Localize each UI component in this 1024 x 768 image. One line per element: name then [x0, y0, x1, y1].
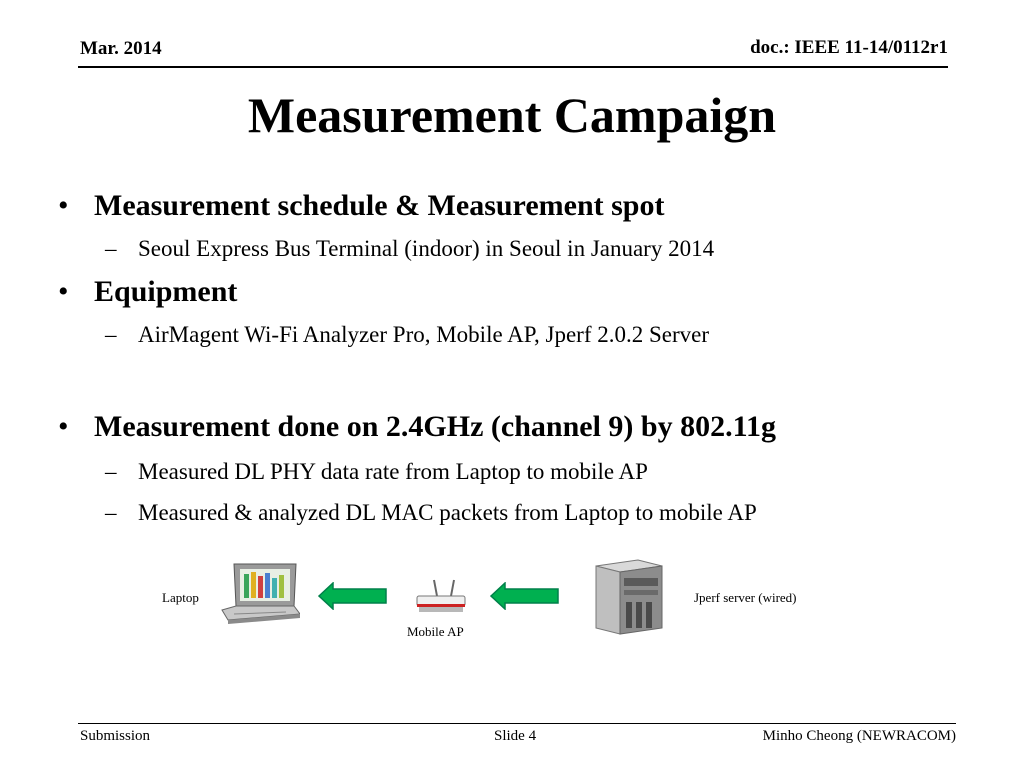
bullet-marker: •: [58, 410, 69, 443]
sub-bullet-text: AirMagent Wi-Fi Analyzer Pro, Mobile AP, Jperf 2.0.2 Server: [138, 322, 710, 347]
slide-title: Measurement Campaign: [247, 87, 777, 143]
bullet-text: Measurement schedule & Measurement spot: [94, 189, 665, 222]
sub-bullet-text: Measured & analyzed DL MAC packets from Laptop to mobile AP: [138, 500, 757, 525]
footer-divider: [78, 723, 956, 724]
sub-bullet-equipment-list: [105, 322, 709, 348]
header-divider: [78, 66, 948, 68]
footer-submission: Submission: [80, 728, 151, 744]
header-date: Mar. 2014: [80, 38, 162, 59]
bullet-measurement-done: [58, 410, 776, 444]
dash-marker: –: [105, 322, 117, 347]
bullet-equipment: [58, 275, 237, 309]
dash-marker: –: [105, 500, 117, 525]
arrow-icon-to-ap: [490, 582, 560, 610]
mobile-ap-label: Mobile AP: [407, 624, 464, 639]
footer-author: Minho Cheong (NEWRACOM): [762, 728, 956, 744]
sub-bullet-text: Seoul Express Bus Terminal (indoor) in Seoul in January 2014: [138, 236, 715, 261]
bullet-marker: •: [58, 189, 69, 222]
header-doc-id: doc.: IEEE 11-14/0112r1: [750, 37, 948, 58]
bullet-marker: •: [58, 275, 69, 308]
dash-marker: –: [105, 236, 117, 261]
dash-marker: –: [105, 459, 117, 484]
sub-bullet-mac-packets: [105, 500, 757, 526]
bullet-text: Measurement done on 2.4GHz (channel 9) by 802.11g: [94, 410, 776, 443]
laptop-label: Laptop: [162, 590, 199, 605]
sub-bullet-phy-rate: [105, 459, 648, 485]
sub-bullet-location: [105, 236, 714, 262]
footer-slide-number: Slide 4: [494, 728, 537, 744]
server-icon: [592, 556, 666, 638]
arrow-icon-to-laptop: [318, 582, 388, 610]
bullet-schedule: [58, 189, 664, 223]
bullet-text: Equipment: [94, 275, 238, 308]
router-icon: [413, 578, 469, 616]
laptop-icon: [220, 562, 300, 626]
sub-bullet-text: Measured DL PHY data rate from Laptop to mobile AP: [138, 459, 648, 484]
server-label: Jperf server (wired): [694, 590, 797, 605]
